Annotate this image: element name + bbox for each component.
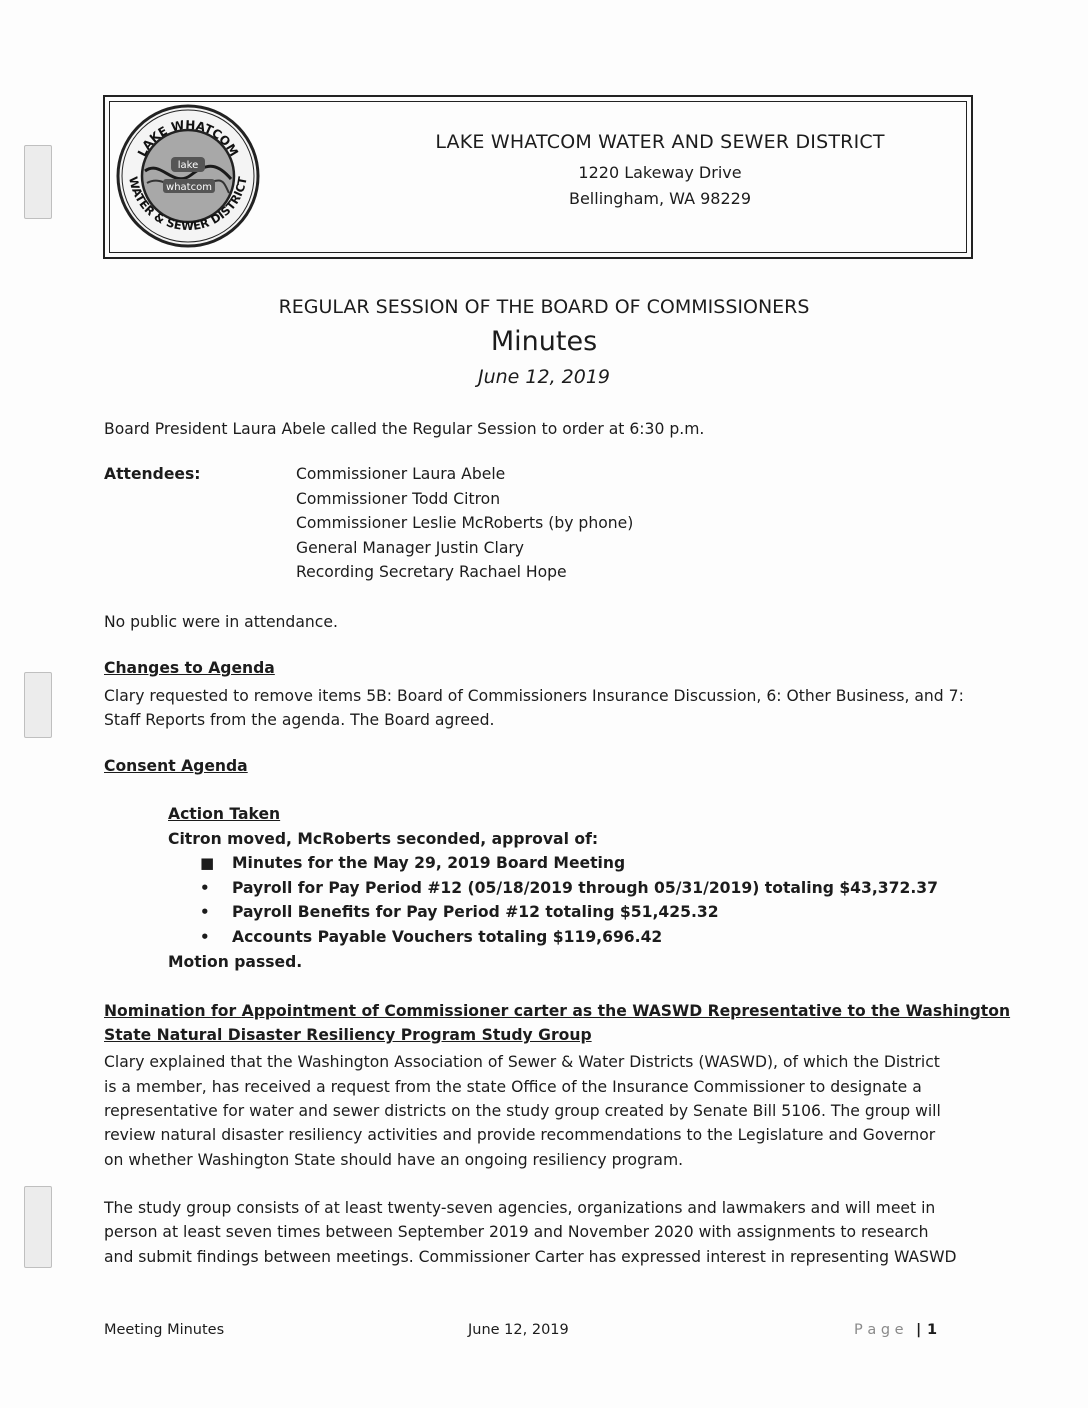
footer-page-separator: | <box>916 1322 922 1338</box>
footer-document-name: Meeting Minutes <box>104 1322 225 1338</box>
changes-to-agenda-line: Clary requested to remove items 5B: Board of Commissioners Insurance Discussion, 6: Other Business, and 7: <box>104 687 964 705</box>
study-group-paragraph-line: person at least seven times between September 2019 and November 2020 with assignments to research <box>104 1223 929 1241</box>
consent-agenda-heading: Consent Agenda <box>104 757 248 775</box>
attendee-item: Commissioner Todd Citron <box>296 490 501 508</box>
study-group-paragraph-line: and submit findings between meetings. Commissioner Carter has expressed interest in representing WASWD <box>104 1248 957 1266</box>
nomination-paragraph-line: representative for water and sewer districts on the study group created by Senate Bill 5106. The group will <box>104 1102 941 1120</box>
call-to-order: Board President Laura Abele called the Regular Session to order at 6:30 p.m. <box>104 420 705 438</box>
nomination-paragraph-line: review natural disaster resiliency activities and provide recommendations to the Legislature and Governor <box>104 1126 936 1144</box>
motion-statement: Citron moved, McRoberts seconded, approval of: <box>168 830 599 848</box>
district-seal-logo <box>113 101 263 251</box>
address-city: Bellingham, WA 98229 <box>568 189 752 208</box>
meeting-date: June 12, 2019 <box>477 366 611 388</box>
address-street: 1220 Lakeway Drive <box>578 163 742 182</box>
letterhead-box <box>103 95 973 259</box>
seal-center-top: lake <box>177 160 199 171</box>
seal-center-bottom: whatcom <box>166 182 212 193</box>
nomination-paragraph-line: Clary explained that the Washington Association of Sewer & Water Districts (WASWD), of which the District <box>104 1053 940 1071</box>
footer-page-number: 1 <box>927 1322 938 1338</box>
motion-result: Motion passed. <box>168 953 303 971</box>
footer-page-label: P a g e <box>854 1322 904 1338</box>
action-taken-heading: Action Taken <box>168 805 281 823</box>
nomination-paragraph-line: on whether Washington State should have an ongoing resiliency program. <box>104 1151 684 1169</box>
scan-punch-mark-bottom <box>24 1186 52 1268</box>
seal-text-bottom: WATER & SEWER DISTRICT <box>126 175 250 234</box>
attendee-item: Commissioner Leslie McRoberts (by phone) <box>296 514 634 532</box>
study-group-paragraph-line: The study group consists of at least twenty-seven agencies, organizations and lawmakers and will meet in <box>104 1199 936 1217</box>
public-attendance-note: No public were in attendance. <box>104 613 338 631</box>
nomination-paragraph-line: is a member, has received a request from the state Office of the Insurance Commissioner to designate a <box>104 1078 922 1096</box>
attendees-label: Attendees: <box>104 465 201 483</box>
consent-item: Payroll Benefits for Pay Period #12 totaling $51,425.32 <box>232 903 719 921</box>
seal-text-top: LAKE WHATCOM <box>134 117 242 159</box>
changes-to-agenda-heading: Changes to Agenda <box>104 659 275 677</box>
attendee-item: General Manager Justin Clary <box>296 539 525 557</box>
scan-punch-mark-middle <box>24 672 52 738</box>
bullet-icon: • <box>200 928 210 946</box>
bullet-icon: • <box>200 879 210 897</box>
bullet-icon: • <box>200 903 210 921</box>
organization-name: LAKE WHATCOM WATER AND SEWER DISTRICT <box>435 131 885 153</box>
footer-date: June 12, 2019 <box>468 1322 569 1338</box>
session-title: REGULAR SESSION OF THE BOARD OF COMMISSIONERS <box>278 296 810 318</box>
attendee-item: Recording Secretary Rachael Hope <box>296 563 567 581</box>
consent-item: Accounts Payable Vouchers totaling $119,696.42 <box>232 928 663 946</box>
bullet-icon: ■ <box>200 854 215 872</box>
changes-to-agenda-line: Staff Reports from the agenda. The Board agreed. <box>104 711 495 729</box>
attendee-item: Commissioner Laura Abele <box>296 465 506 483</box>
consent-item: Payroll for Pay Period #12 (05/18/2019 through 05/31/2019) totaling $43,372.37 <box>232 879 938 897</box>
nomination-heading-line: Nomination for Appointment of Commissioner carter as the WASWD Representative to the Washington <box>104 1002 1011 1020</box>
consent-item: Minutes for the May 29, 2019 Board Meeting <box>232 854 626 872</box>
scan-punch-mark-top <box>24 145 52 219</box>
nomination-heading-line: State Natural Disaster Resiliency Program Study Group <box>104 1026 592 1044</box>
document-title: Minutes <box>490 326 598 357</box>
